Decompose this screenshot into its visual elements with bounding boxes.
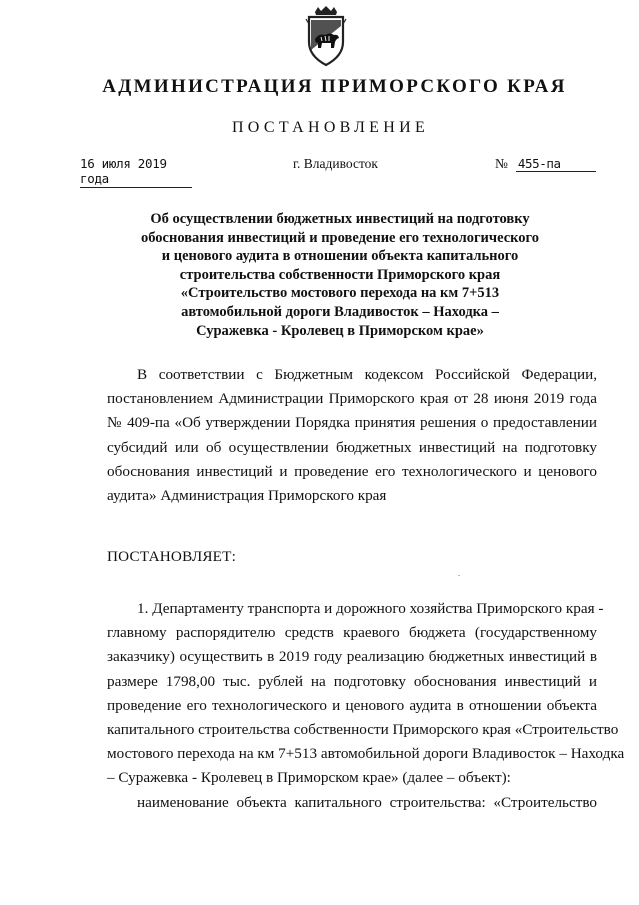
title-line: автомобильной дороги Владивосток – Находка –: [181, 303, 499, 320]
document-title: [120, 210, 560, 340]
document-type: ПОСТАНОВЛЕНИЕ: [231, 119, 430, 136]
preamble-line: В соответствии с Бюджетным кодексом Российской Федерации,: [137, 366, 597, 383]
item-1-line: мостового перехода на км 7+513 автомобильной дороги Владивосток – Находка: [107, 745, 625, 763]
scan-speck: [458, 575, 460, 576]
title-line: строительства собственности Приморского края: [179, 266, 501, 283]
preamble-line: обоснования инвестиций и проведение его технологического и ценового: [107, 462, 597, 480]
number-prefix: №: [495, 156, 508, 171]
preamble-line: постановлением Администрации Приморского края от 28 июня 2019 года: [107, 390, 597, 408]
document-date: 16 июля 2019 года: [80, 156, 192, 188]
preamble-line: № 409-па «Об утверждении Порядка принятия решения о предоставлении: [107, 414, 597, 432]
organization-name: АДМИНИСТРАЦИЯ ПРИМОРСКОГО КРАЯ: [102, 76, 567, 97]
item-1-line: 1. Департаменту транспорта и дорожного хозяйства Приморского края -: [137, 600, 604, 617]
decree-word: ПОСТАНОВЛЯЕТ:: [107, 548, 237, 565]
item-1-line: размере 1798,00 тыс. рублей на подготовку обоснования инвестиций и: [107, 672, 597, 690]
item-1-sub-line: наименование объекта капитального строительства: «Строительство: [137, 793, 597, 811]
number-value: 455-па: [516, 156, 596, 172]
coat-of-arms-icon: [303, 6, 349, 68]
preamble-line: субсидий или об осуществлении бюджетных инвестиций на подготовку: [107, 438, 597, 456]
title-line: обоснования инвестиций и проведение его технологического: [140, 229, 540, 246]
document-city: г. Владивосток: [293, 156, 378, 171]
preamble-paragraph: [107, 363, 597, 508]
item-1-line: – Суражевка - Кролевец в Приморском крае» (далее – объект):: [107, 769, 511, 787]
title-line: Суражевка - Кролевец в Приморском крае»: [196, 322, 484, 339]
item-1-line: главному распорядителю средств краевого бюджета (государственному: [107, 624, 597, 642]
item-1-line: капитального строительства собственности Приморского края «Строительство: [107, 720, 619, 738]
item-1-line: проведение его технологического и ценового аудита в отношении объекта: [107, 696, 597, 714]
title-line: «Строительство мостового перехода на км 7+513: [180, 285, 500, 302]
title-line: и ценового аудита в отношении объекта капитального: [161, 248, 519, 265]
item-1-paragraph: [107, 597, 625, 815]
document-number: [495, 156, 596, 172]
title-line: Об осуществлении бюджетных инвестиций на подготовку: [150, 211, 530, 227]
preamble-line: аудита» Администрация Приморского края: [107, 486, 387, 504]
item-1-line: заказчику) осуществить в 2019 году реализацию бюджетных инвестиций в: [107, 648, 597, 666]
